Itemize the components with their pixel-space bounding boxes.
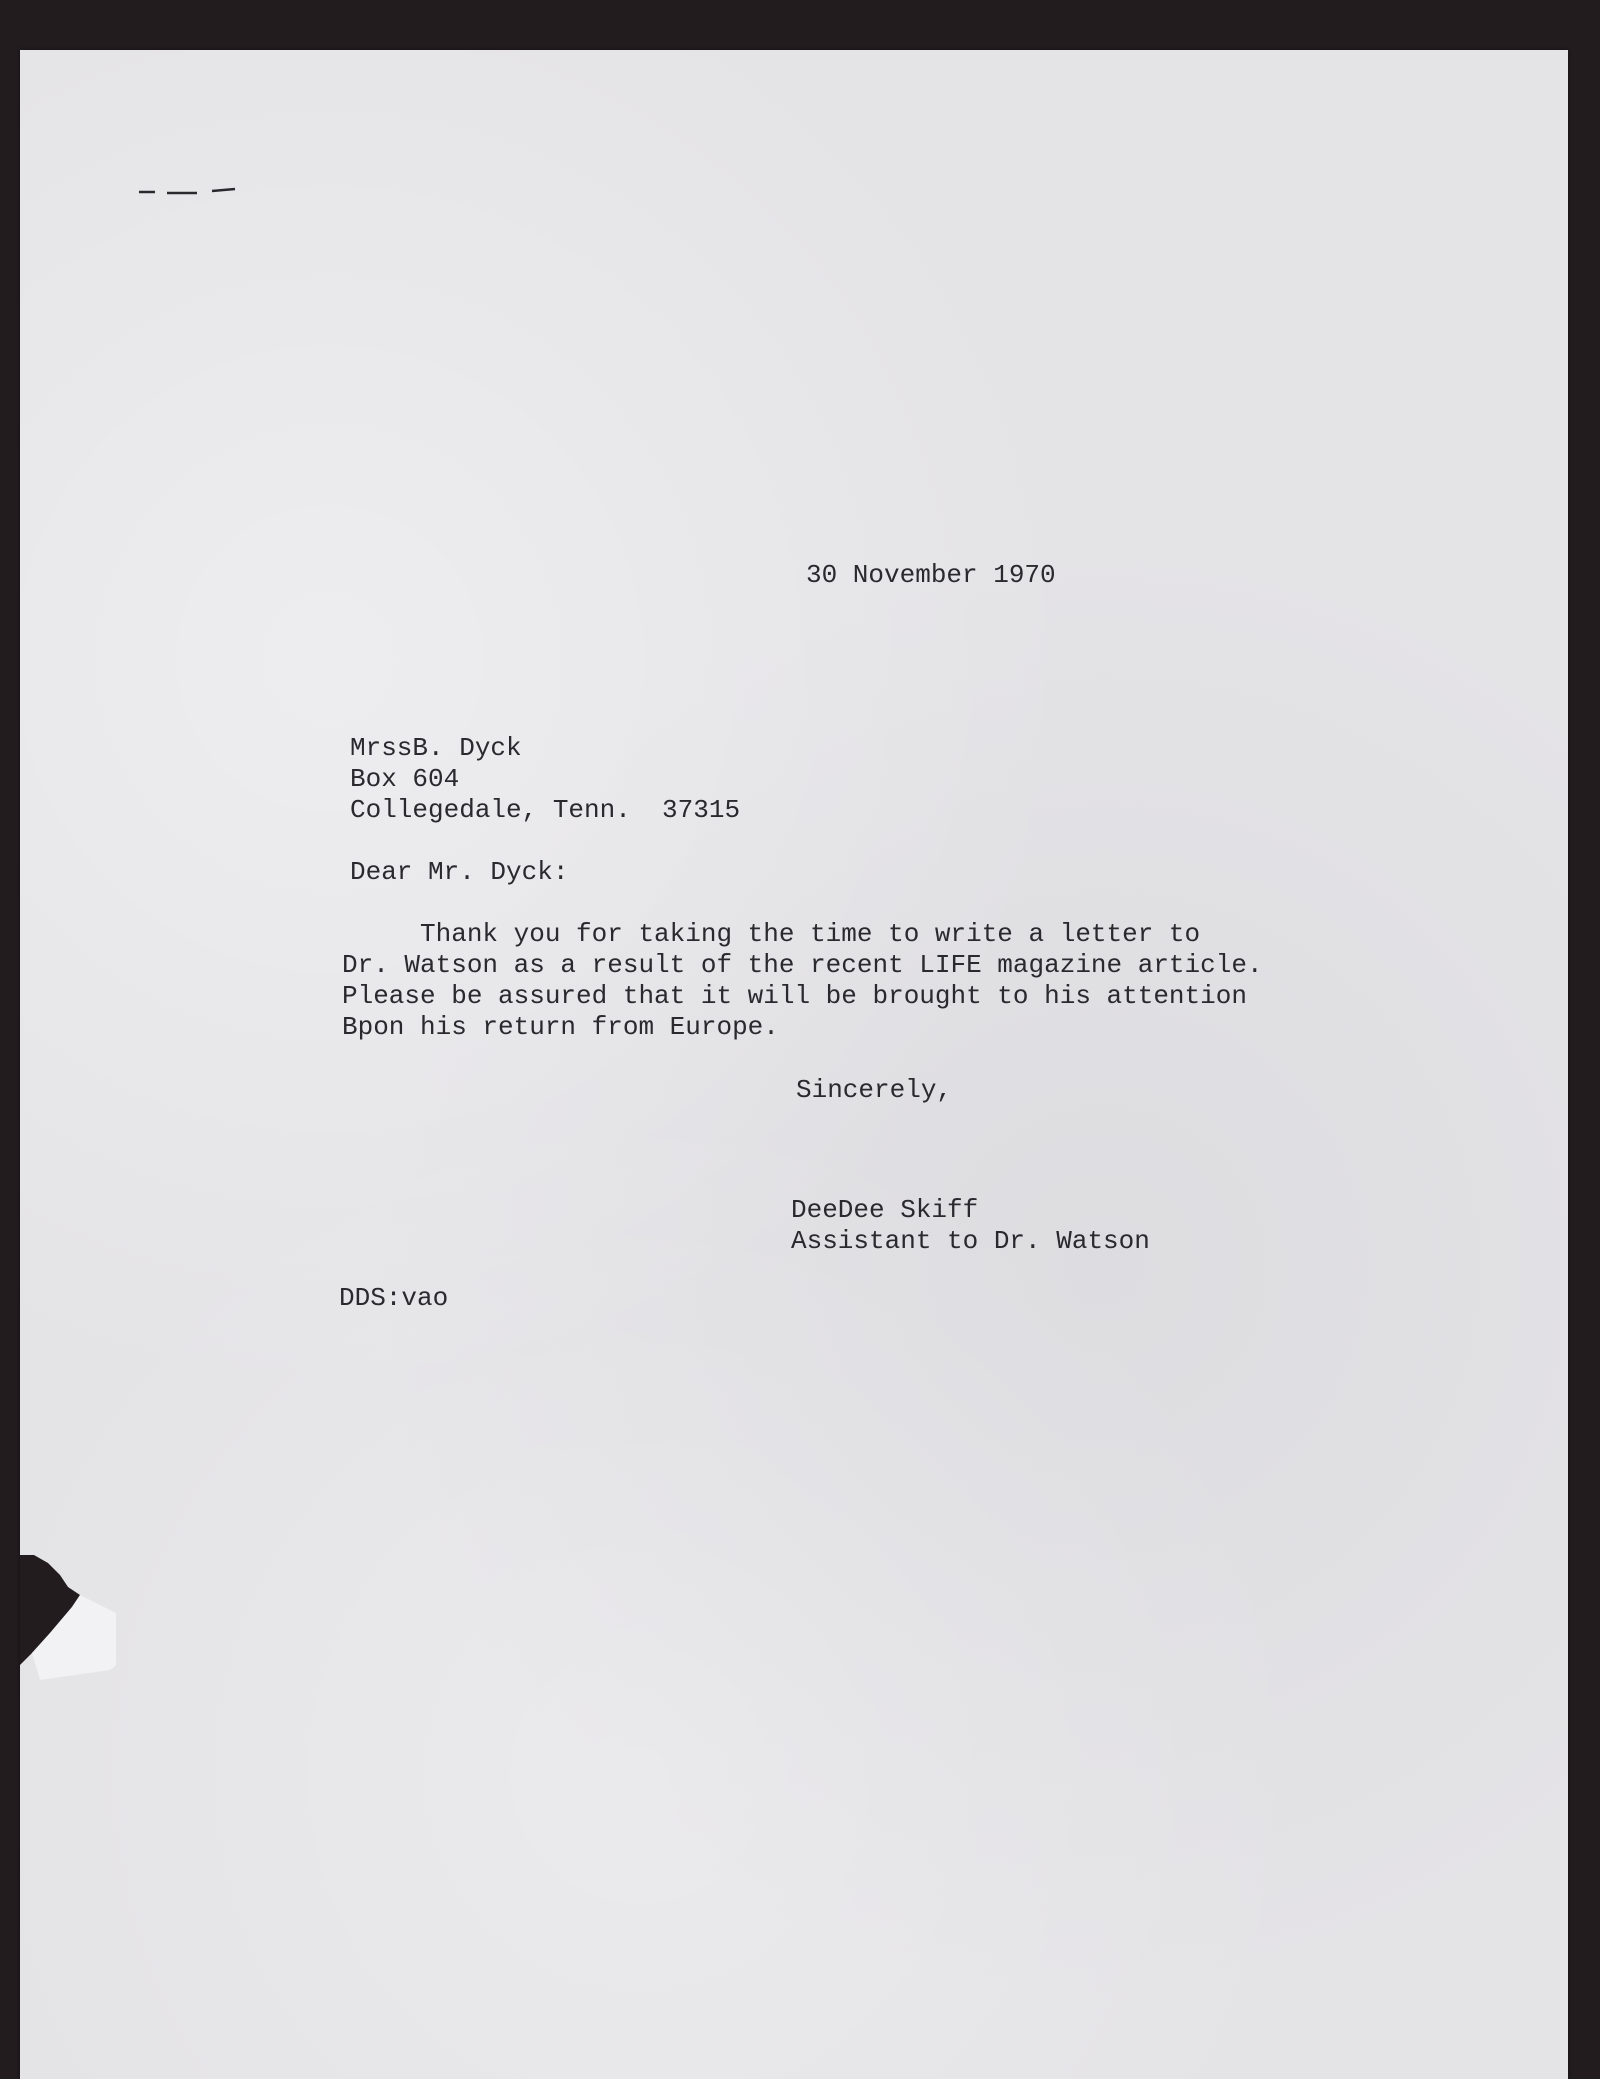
salutation: Dear Mr. Dyck:	[350, 857, 569, 887]
signer-name: DeeDee Skiff	[791, 1195, 979, 1225]
letter-date: 30 November 1970	[806, 560, 1056, 590]
signature-block	[791, 1195, 1150, 1257]
body-line: Please be assured that it will be brought to his attention	[342, 981, 1247, 1011]
body-line: Thank you for taking the time to write a letter to	[342, 919, 1201, 949]
recipient-name: MrssB. Dyck	[350, 733, 522, 763]
recipient-box: Box 604	[350, 764, 460, 794]
pen-mark	[137, 182, 237, 202]
body-line: Dr. Watson as a result of the recent LIFE magazine article.	[342, 950, 1263, 980]
body-line: Bpon his return from Europe.	[342, 1012, 779, 1042]
letter-body	[342, 919, 1263, 1043]
torn-corner	[20, 1555, 116, 1680]
reference-initials: DDS:vao	[339, 1283, 449, 1313]
recipient-city: Collegedale, Tenn. 37315	[350, 795, 741, 825]
signer-title: Assistant to Dr. Watson	[791, 1226, 1150, 1256]
closing: Sincerely,	[796, 1075, 953, 1105]
recipient-address	[350, 733, 740, 826]
letter-page	[20, 50, 1568, 2079]
